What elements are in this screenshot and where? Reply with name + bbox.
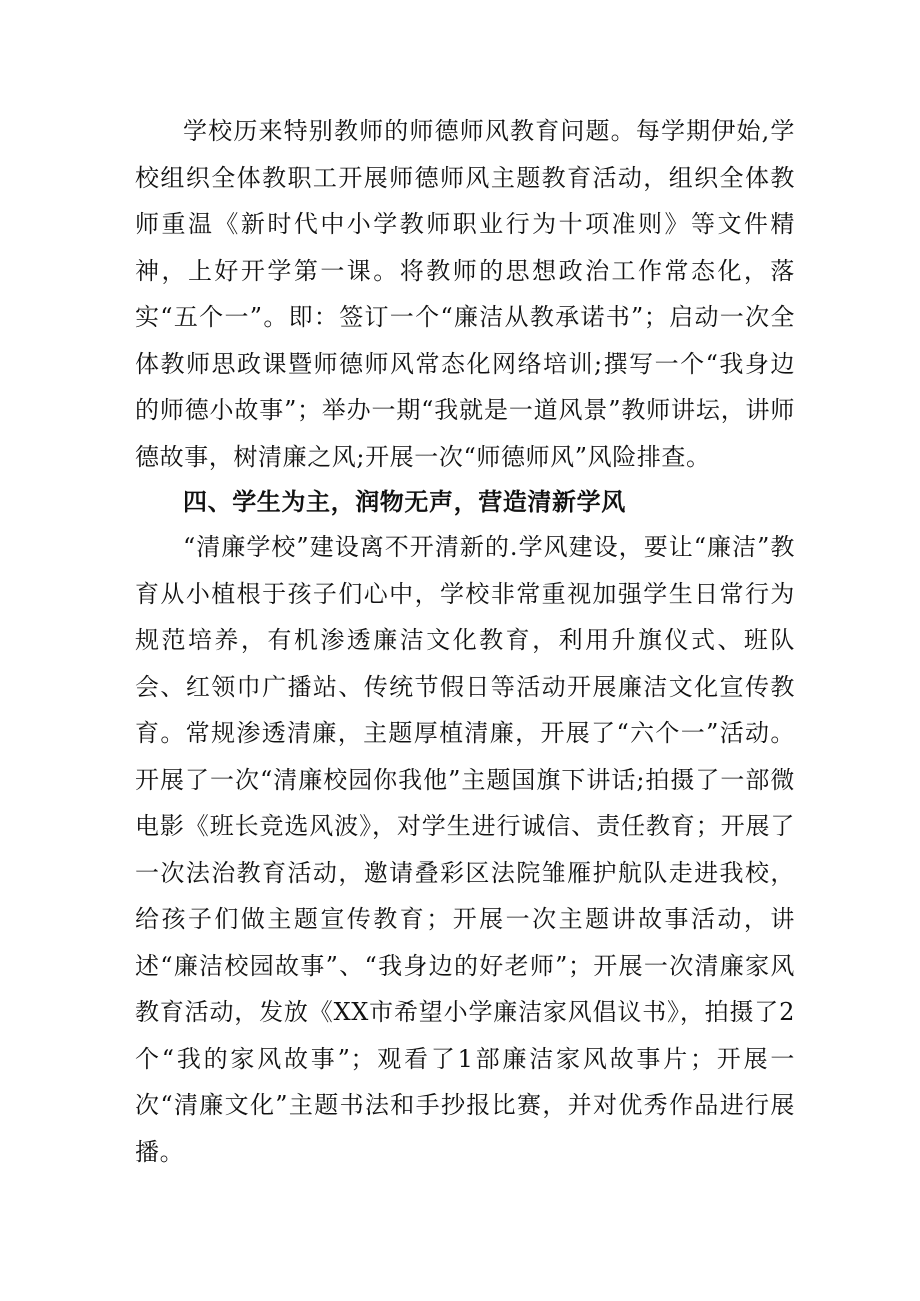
- section-heading: 四、学生为主，润物无声，营造清新学风: [183, 488, 626, 516]
- paragraph-student-style: “清廉学校”建设离不开清新的.学风建设，要让“廉洁”教育从小植根于孩子们心中，学校非常重视加强学生日常行为规范培养，有机渗透廉洁文化教育，利用升旗仪式、班队会、红领巾广播站、传统节假日等活动开展廉洁文化宣传教育。常规渗透清廉，主题厚植清廉，开展了“六个一”活动。开展了一次“清廉校园你我他”主题国旗下讲话;拍摄了一部微电影《班长竞选风波》，对学生进行诚信、责任教育；开展了一次法治教育活动，邀请叠彩区法院雏雁护航队走进我校，给孩子们做主题宣传教育；开展一次主题讲故事活动，讲述“廉洁校园故事”、“我身边的好老师”；开展一次清廉家风教育活动，发放《XX市希望小学廉洁家风倡议书》，拍摄了2个“我的家风故事”；观看了1部廉洁家风故事片；开展一次“清廉文化”主题书法和手抄报比赛，并对优秀作品进行展播。: [135, 533, 795, 1166]
- document-body: [135, 108, 795, 1175]
- paragraph-teacher-ethics: 学校历来特别教师的师德师风教育问题。每学期伊始,学校组织全体教职工开展师德师风主题教育活动，组织全体教师重温《新时代中小学教师职业行为十项准则》等文件精神，上好开学第一课。将教师的思想政治工作常态化，落实“五个一”。即：签订一个“廉洁从教承诺书”；启动一次全体教师思政课暨师德师风常态化网络培训;撰写一个“我身边的师德小故事”；举办一期“我就是一道风景”教师讲坛，讲师德故事，树清廉之风;开展一次“师德师风”风险排查。: [135, 117, 795, 471]
